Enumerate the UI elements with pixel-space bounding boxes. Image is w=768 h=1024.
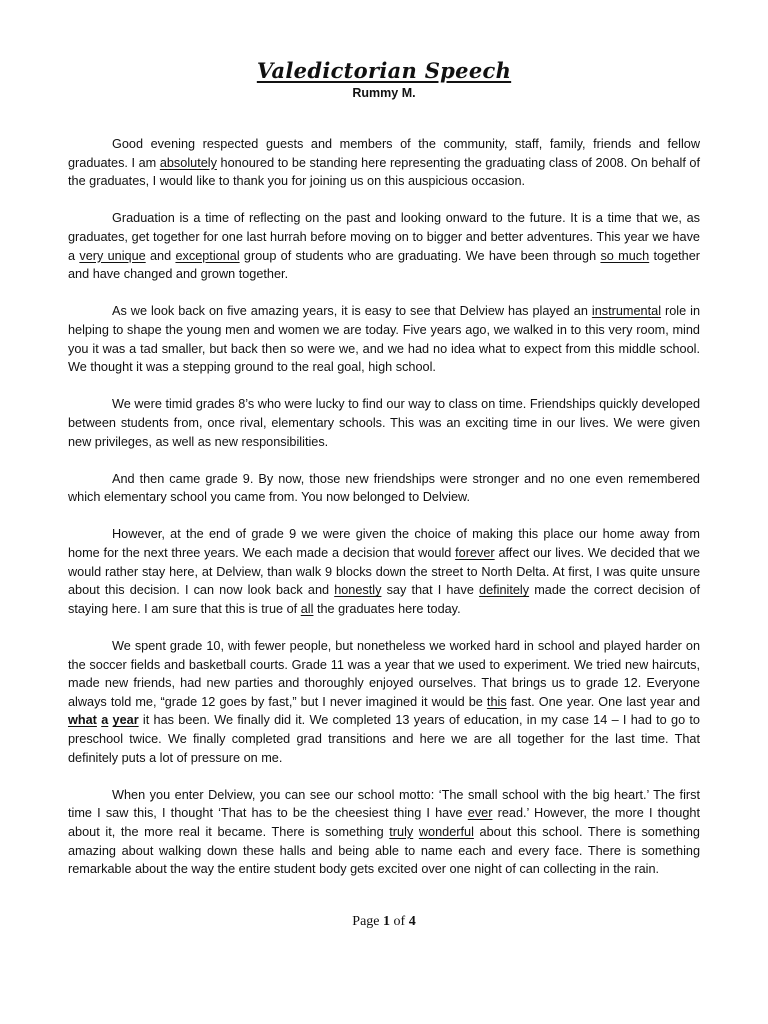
text-run: However, at the end of grade 9 we were given the choice of making this place our home away from home for the next three years. We each made a decision that would (68, 527, 700, 561)
text-run: and (145, 248, 176, 263)
paragraph (68, 395, 700, 451)
page-title: Valedictorian Speech (256, 58, 512, 83)
emphasized-text: very unique (79, 248, 146, 263)
author-name: Rummy M. (352, 86, 416, 100)
text-run: We spent grade 10, with fewer people, but nonetheless we worked hard in school and played harder on the soccer fields and basketball courts. Grade 11 was a year that we used to experiment. We tried new haircuts, made new friends, had new parties and thoroughly enjoyed ourselves. That brings us to grade 12. Everyone always told me, “grade 12 goes by fast,” but I never imagined it would be (68, 639, 700, 709)
page-footer (0, 914, 768, 930)
text-run: honoured to be standing here representing the graduating class of 2008. On behalf of the graduates, I would like to thank you for joining us on this auspicious occasion. (68, 155, 700, 189)
text-run: made the correct decision of staying here. I am sure that this is true of (68, 583, 700, 616)
paragraph (68, 135, 700, 191)
text-run: Graduation is a time of reflecting on the past and looking onward to the future. It is a time that we, as graduates, get together for one last hurrah before moving on to bigger and better adventures. This year we have a (68, 211, 700, 263)
text-run: group of students who are graduating. We have been through (239, 248, 601, 263)
text-run: about this school. There is something amazing about walking down these halls and being able to name each and every face. There is something remarkable about the way the entire student body gets excited over one night of can collecting in the rain. (68, 824, 700, 877)
text-run: When you enter Delview, you can see our school motto: ‘The small school with the big heart.’ The first time I saw this, I thought ‘That has to be the cheesiest thing I have (68, 787, 700, 821)
emphasized-text: honestly (334, 583, 382, 598)
text-run: the graduates here today. (313, 601, 461, 616)
emphasized-text: exceptional (175, 248, 240, 263)
emphasized-text: absolutely (159, 155, 217, 170)
text-run: As we look back on five amazing years, it is easy to see that Delview has played an (112, 304, 592, 319)
emphasized-text: instrumental (591, 304, 662, 319)
paragraph (68, 209, 700, 283)
emphasized-text: forever (455, 546, 495, 561)
text-run: role in helping to shape the young men and women we are today. Five years ago, we walked in to this very room, mind you it was a tad smaller, but back then so were we, and we had no idea what to expect from this middle school. We thought it was a stepping ground to the real goal, high school. (68, 304, 700, 375)
paragraph (68, 786, 700, 879)
emphasized-text: wonderful (418, 824, 474, 839)
emphasized-text: all (300, 601, 314, 616)
page-number: 1 (383, 914, 391, 929)
emphasized-text: what (68, 713, 97, 728)
text-run: read.’ However, the more I thought about it, the more real it became. There is something (68, 806, 701, 839)
emphasized-text: definitely (479, 583, 530, 598)
text-run: say that I have (381, 583, 480, 598)
of-label: of (393, 914, 406, 929)
emphasized-text: this (486, 694, 507, 709)
emphasized-text: year (112, 713, 139, 728)
text-run: fast. One year. One last year and (506, 694, 701, 709)
paragraph (68, 470, 700, 507)
text-run: affect our lives. We decided that we would rather stay here, at Delview, than walk 9 blocks down the street to North Delta. At first, I was quite unsure about this decision. I can now look back and (68, 546, 700, 598)
text-run: And then came grade 9. By now, those new friendships were stronger and no one even remembered which elementary school you came from. You now belonged to Delview. (68, 471, 700, 505)
emphasized-text: ever (467, 806, 493, 821)
text-run: together and have changed and grown together. (68, 248, 701, 282)
total-pages: 4 (408, 914, 416, 929)
paragraph (68, 302, 700, 376)
text-run: We were timid grades 8’s who were lucky to find our way to class on time. Friendships quickly developed between students from, once rival, elementary schools. This was an exciting time in our lives. We were given new privileges, as well as new responsibilities. (68, 397, 700, 449)
text-run: Good evening respected guests and members of the community, staff, family, friends and fellow graduates. I am (68, 137, 700, 170)
text-run: it has been. We finally did it. We completed 13 years of education, in my case 14 – I had to go to preschool twice. We finally completed grad transitions and here we are all together for the last time. That definitely puts a lot of pressure on me. (68, 713, 700, 765)
emphasized-text: a (101, 713, 109, 728)
emphasized-text: truly (389, 824, 414, 839)
paragraph (68, 637, 700, 767)
speech-body (68, 135, 700, 897)
paragraph (68, 525, 700, 618)
emphasized-text: so much (600, 248, 650, 263)
page-label: Page (352, 914, 380, 929)
